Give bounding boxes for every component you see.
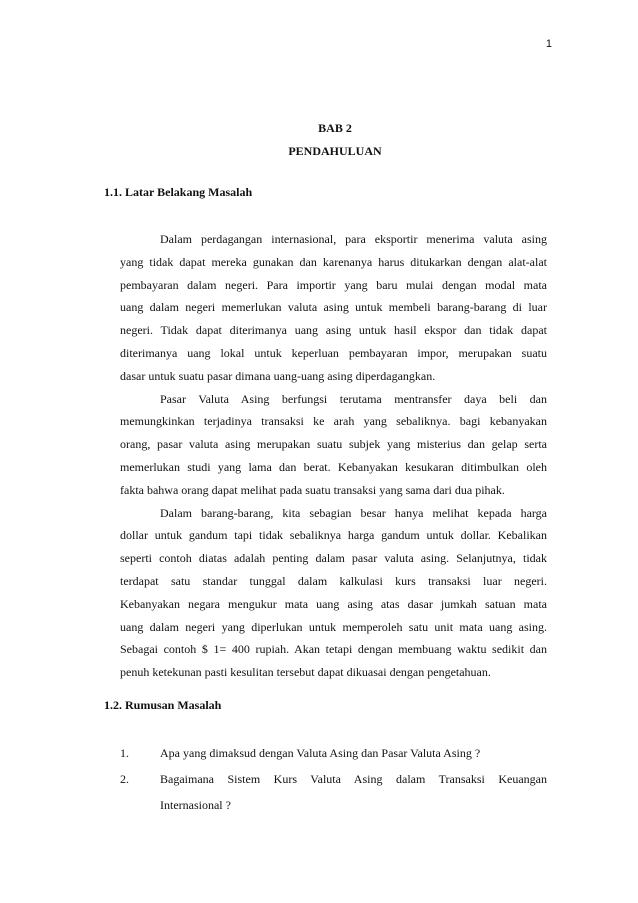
chapter-number: BAB 2: [318, 121, 352, 135]
problem-list: [120, 740, 547, 818]
list-item: [120, 740, 547, 766]
section-heading-latar-belakang: 1.1. Latar Belakang Masalah: [104, 185, 253, 199]
paragraph-line: Kebanyakan negara mengukur mata uang asing atas dasar jumkah satuan mata: [120, 596, 547, 611]
list-item-number: 2.: [120, 772, 129, 786]
list-item: [120, 766, 547, 818]
paragraph-line: Dalam perdagangan internasional, para eksportir menerima valuta asing: [160, 232, 547, 246]
paragraph-line: orang, pasar valuta asing merupakan suatu subjek yang misterius dan gelap serta: [120, 437, 547, 452]
list-item-number: 1.: [120, 746, 129, 760]
paragraph-line: negeri. Tidak dapat diterimanya uang asing untuk hasil ekspor dan tidak dapat: [120, 323, 547, 338]
paragraph-line: memungkinkan terjadinya transaksi ke arah yang sebaliknya. bagi kebanyakan: [120, 414, 547, 429]
paragraph-line: fakta bahwa orang dapat melihat pada suatu transaksi yang sama dari dua pihak.: [120, 482, 505, 497]
section-body-latar-belakang: [120, 228, 547, 684]
paragraph-line: uang dalam negeri memerlukan valuta asing untuk membeli barang-barang di luar: [120, 300, 547, 315]
paragraph-line: Pasar Valuta Asing berfungsi terutama mentransfer daya beli dan: [160, 391, 547, 406]
list-item-text: Internasional ?: [160, 798, 231, 812]
paragraph-line: seperti contoh diatas adalah penting dalam pasar valuta asing. Selanjutnya, tidak: [120, 551, 547, 566]
list-item-text: Apa yang dimaksud dengan Valuta Asing dan Pasar Valuta Asing ?: [160, 746, 481, 760]
paragraph-line: terdapat satu standar tunggal dalam kalkulasi kurs transaksi luar negeri.: [120, 573, 547, 588]
paragraph-line: dollar untuk gandum tapi tidak sebaliknya harga gandum untuk dollar. Kebalikan: [120, 528, 547, 543]
paragraph-line: dasar untuk suatu pasar dimana uang-uang asing diperdagangkan.: [120, 368, 436, 383]
section-heading-rumusan-masalah: 1.2. Rumusan Masalah: [104, 698, 222, 712]
page-number: 1: [545, 38, 552, 50]
paragraph-line: uang dalam negeri yang diperlukan untuk memperoleh satu unit mata uang asing.: [120, 619, 547, 634]
paragraph-line: penuh ketekunan pasti kesulitan tersebut dapat dikuasai dengan pengetahuan.: [120, 665, 491, 680]
list-item-text: Bagaimana Sistem Kurs Valuta Asing dalam Transaksi Keuangan: [160, 772, 547, 786]
paragraph-line: pembayaran dalam negeri. Para importir yang baru mulai dengan modal mata: [120, 277, 547, 292]
paragraph-line: yang tidak dapat mereka gunakan dan karenanya harus ditukarkan dengan alat-alat: [120, 254, 547, 269]
paragraph-line: diterimanya uang lokal untuk keperluan pembayaran impor, merupakan suatu: [120, 345, 547, 360]
paragraph-line: Dalam barang-barang, kita sebagian besar hanya melihat kepada harga: [160, 505, 547, 520]
chapter-title: PENDAHULUAN: [288, 144, 382, 158]
paragraph-line: memerlukan studi yang lama dan berat. Kebanyakan kesukaran ditimbulkan oleh: [120, 459, 547, 474]
paragraph-line: Sebagai contoh $ 1= 400 rupiah. Akan tetapi dengan membuang waktu sedikit dan: [120, 642, 547, 657]
